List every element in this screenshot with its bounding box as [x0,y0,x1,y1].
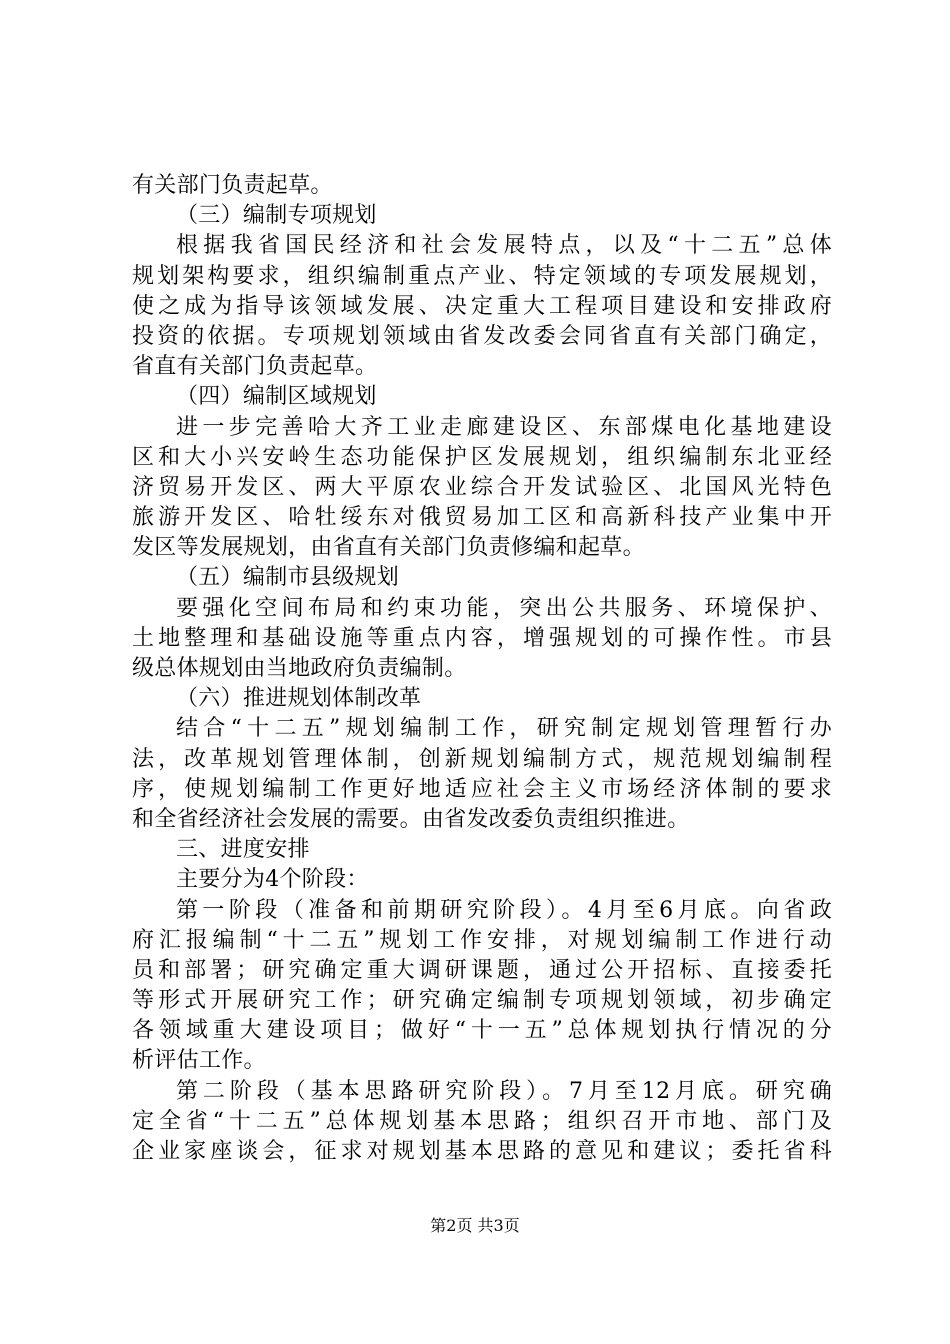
paragraph-line: 法，改革规划管理体制，创新规划编制方式，规范规划编制程 [132,746,832,772]
paragraph-line: 有关部门负责起草。 [132,173,333,198]
page-footer [0,1216,950,1236]
page-number-label: 第2页 共3页 [430,1216,520,1235]
paragraph-line: 府汇报编制“十二五”规划工作安排，对规划编制工作进行动 [132,927,832,953]
paragraph-line: 序，使规划编制工作更好地适应社会主义市场经济体制的要求 [132,776,832,802]
paragraph-line: 员和部署；研究确定重大调研课题，通过公开招标、直接委托 [132,957,832,983]
section-heading: （五）编制市县级规划 [176,565,400,591]
paragraph-line: 和全省经济社会发展的需要。由省发改委负责组织推进。 [132,806,690,832]
section-heading: （四）编制区域规划 [176,384,377,410]
paragraph-line: 要强化空间布局和约束功能，突出公共服务、环境保护、 [176,595,832,621]
paragraph-line: 企业家座谈会，征求对规划基本思路的意见和建议；委托省科 [132,1139,832,1164]
paragraph-line: 结合“十二五”规划编制工作，研究制定规划管理暂行办 [176,716,832,742]
paragraph-line: 定全省“十二五”总体规划基本思路；组织召开市地、部门及 [132,1108,832,1134]
paragraph-line: 级总体规划由当地政府负责编制。 [132,656,467,681]
paragraph-line: 第二阶段（基本思路研究阶段）。7月至12月底。研究确 [176,1078,832,1104]
section-heading: （六）推进规划体制改革 [176,686,422,712]
paragraph-line: 各领域重大建设项目；做好“十一五”总体规划执行情况的分 [132,1018,832,1044]
paragraph-line: 使之成为指导该领域发展、决定重大工程项目建设和安排政府 [132,293,832,319]
paragraph-line: 土地整理和基础设施等重点内容，增强规划的可操作性。市县 [132,625,832,651]
paragraph-line: 等形式开展研究工作；研究确定编制专项规划领域，初步确定 [132,988,832,1014]
paragraph-line: 根据我省国民经济和社会发展特点，以及“十二五”总体 [176,233,832,259]
paragraph-line: 投资的依据。专项规划领域由省发改委会同省直有关部门确定， [132,323,832,349]
section-heading: 三、进度安排 [176,837,310,863]
paragraph-line: 省直有关部门负责起草。 [132,354,378,380]
paragraph-line: 第一阶段（准备和前期研究阶段）。4月至6月底。向省政 [176,897,832,923]
section-heading: 主要分为4个阶段： [176,867,369,893]
document-body [132,171,832,1167]
paragraph-line: 进一步完善哈大齐工业走廊建设区、东部煤电化基地建设 [176,414,832,440]
paragraph-line: 发区等发展规划，由省直有关部门负责修编和起草。 [132,535,645,561]
paragraph-line: 区和大小兴安岭生态功能保护区发展规划，组织编制东北亚经 [132,444,832,470]
paragraph-line: 规划架构要求，组织编制重点产业、特定领域的专项发展规划， [132,263,832,289]
paragraph-line: 旅游开发区、哈牡绥东对俄贸易加工区和高新科技产业集中开 [132,505,832,531]
paragraph-line: 济贸易开发区、两大平原农业综合开发试验区、北国风光特色 [132,474,832,500]
section-heading: （三）编制专项规划 [176,203,377,229]
paragraph-line: 析评估工作。 [132,1048,266,1074]
